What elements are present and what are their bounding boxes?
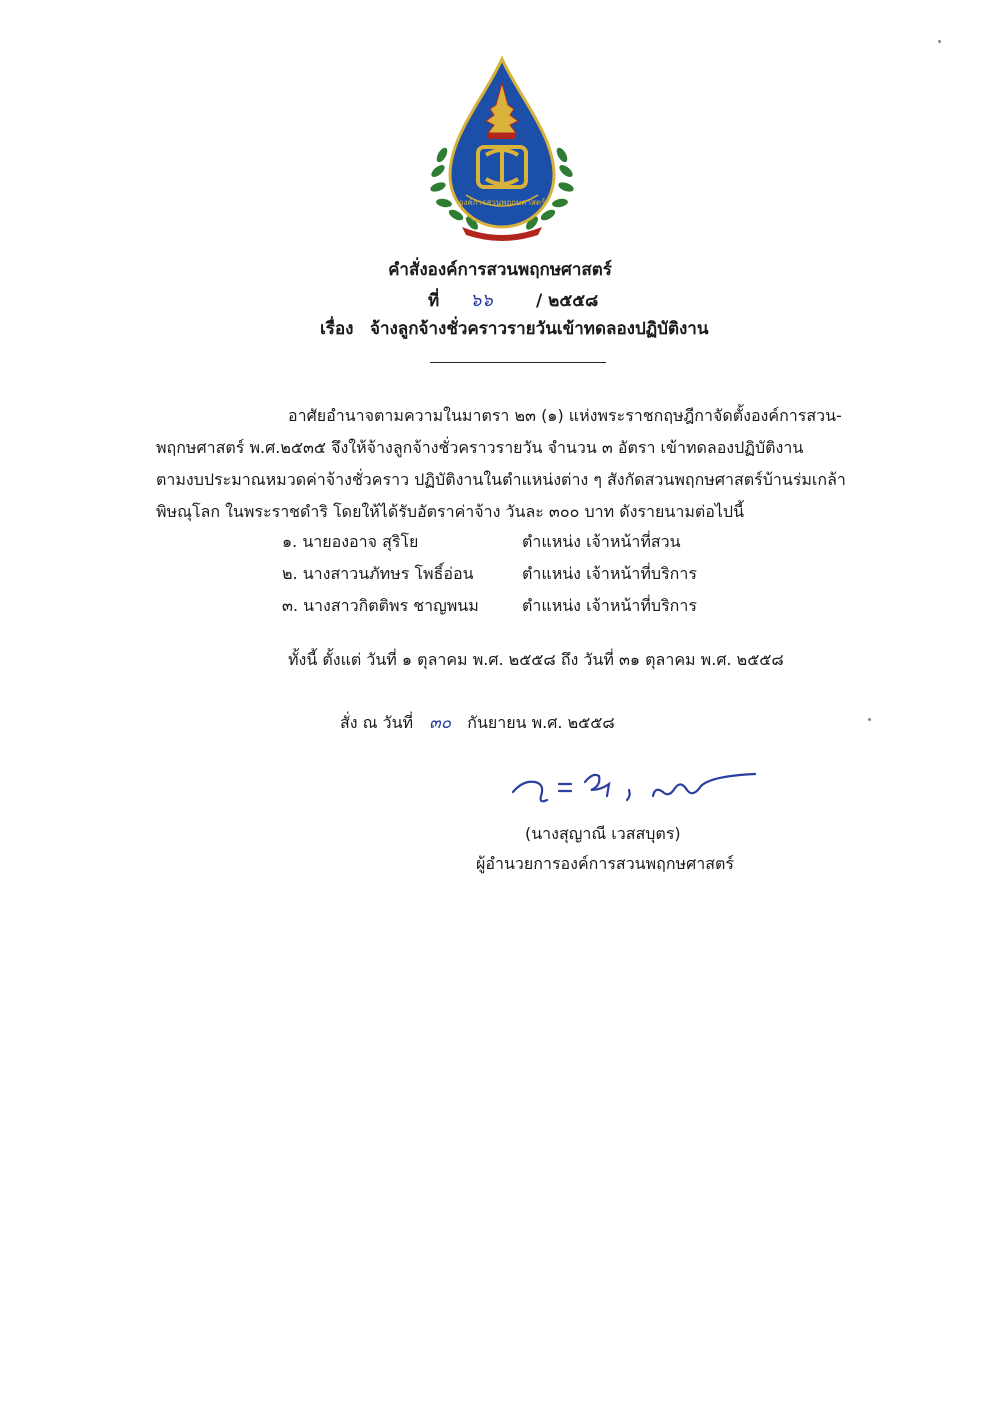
document-number [428, 285, 598, 314]
staff-list [282, 527, 782, 623]
list-item [282, 559, 782, 591]
order-date [340, 709, 615, 736]
staff-name: ๒. นางสาวนภัทษร โพธิ์อ่อน [282, 564, 474, 583]
order-date-rest: กันยายน พ.ศ. ๒๕๕๘ [467, 713, 615, 732]
signer-name: (นางสุญาณี เวสสบุตร) [525, 824, 681, 843]
number-label: ที่ [428, 291, 440, 311]
logo-text: องค์การสวนพฤกษศาสตร์ [458, 198, 546, 207]
scan-speck [938, 40, 941, 43]
document-subject [320, 315, 708, 342]
staff-position: ตำแหน่ง เจ้าหน้าที่บริการ [522, 564, 697, 583]
paragraph-line: พิษณุโลก ในพระราชดำริ โดยให้ได้รับอัตราค่าจ้าง วันละ ๓๐๐ บาท ดังรายนามต่อไปนี้ [156, 502, 745, 521]
staff-name: ๓. นางสาวกิตติพร ชาญพนม [282, 596, 479, 615]
signer-title: ผู้อำนวยการองค์การสวนพฤกษศาสตร์ [476, 854, 734, 873]
paragraph-line: อาศัยอำนาจตามความในมาตรา ๒๓ (๑) แห่งพระราชกฤษฎีกาจัดตั้งองค์การสวน- [288, 406, 842, 425]
paragraph-line: ตามงบประมาณหมวดค่าจ้างชั่วคราว ปฏิบัติงานในตำแหน่งต่าง ๆ สังกัดสวนพฤกษศาสตร์บ้านร่มเกล้า [156, 470, 846, 489]
list-item [282, 591, 782, 623]
main-paragraph [156, 400, 886, 528]
staff-name: ๑. นายองอาจ สุริโย [282, 532, 419, 551]
staff-position: ตำแหน่ง เจ้าหน้าที่สวน [522, 532, 681, 551]
subject-label: เรื่อง [320, 319, 354, 339]
handwritten-signature [505, 760, 765, 810]
paragraph-line: พฤกษศาสตร์ พ.ศ.๒๕๓๕ จึงให้จ้างลูกจ้างชั่วคราวรายวัน จำนวน ๓ อัตรา เข้าทดลองปฏิบัติงาน [156, 438, 804, 457]
order-date-day-handwritten: ๓๐ [429, 713, 452, 733]
emblem-logo [422, 55, 582, 245]
header-divider [430, 362, 606, 363]
subject-text: จ้างลูกจ้างชั่วคราวรายวันเข้าทดลองปฏิบัติงาน [370, 319, 709, 339]
effective-period: ทั้งนี้ ตั้งแต่ วันที่ ๑ ตุลาคม พ.ศ. ๒๕๕๘ ถึง วันที่ ๓๑ ตุลาคม พ.ศ. ๒๕๕๘ [288, 650, 784, 669]
list-item [282, 527, 782, 559]
number-year: / ๒๕๕๘ [536, 291, 599, 311]
order-date-prefix: สั่ง ณ วันที่ [340, 713, 414, 732]
scan-speck [868, 718, 871, 721]
staff-position: ตำแหน่ง เจ้าหน้าที่บริการ [522, 596, 697, 615]
document-title: คำสั่งองค์การสวนพฤกษศาสตร์ [388, 260, 612, 280]
number-value-handwritten: ๖๖ [470, 290, 493, 311]
